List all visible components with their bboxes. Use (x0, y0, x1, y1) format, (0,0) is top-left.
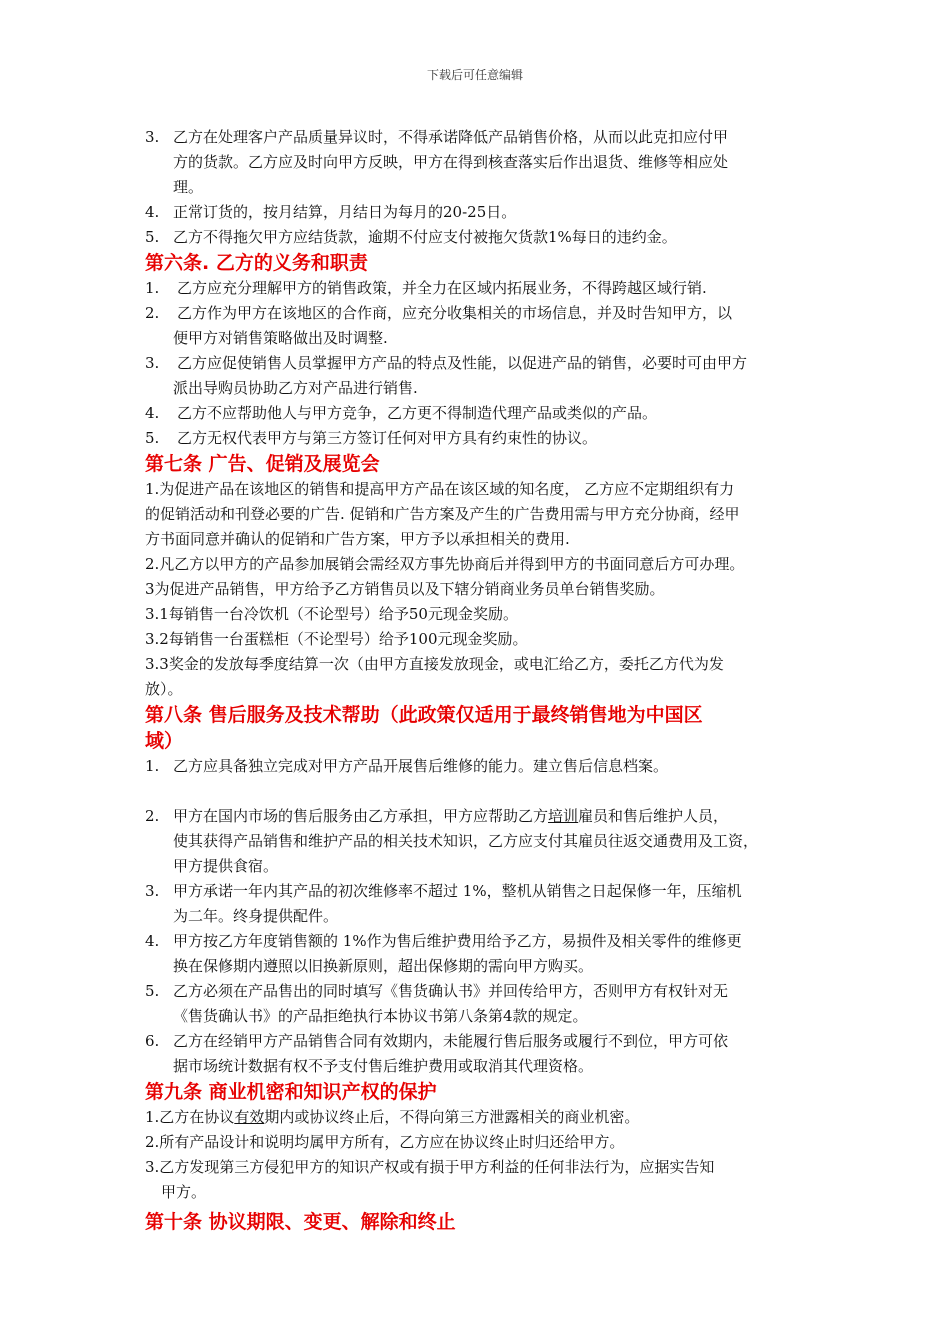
paragraph: 3.2每销售一台蛋糕柜（不论型号）给予100元现金奖励。 (145, 630, 528, 648)
list-item: 3. 甲方承诺一年内其产品的初次维修率不超过 1%，整机从销售之日起保修一年，压缩机 (145, 882, 742, 900)
list-item: 1. 乙方应充分理解甲方的销售政策，并全力在区域内拓展业务，不得跨越区域行销. (145, 279, 707, 297)
list-item: 2. 乙方作为甲方在该地区的合作商，应充分收集相关的市场信息，并及时告知甲方，以 (145, 304, 733, 322)
list-item: 4. 乙方不应帮助他人与甲方竞争，乙方更不得制造代理产品或类似的产品。 (145, 404, 658, 422)
paragraph: 3.1每销售一台冷饮机（不论型号）给予50元现金奖励。 (145, 605, 518, 623)
paragraph: 3.乙方发现第三方侵犯甲方的知识产权或有损于甲方利益的任何非法行为，应据实告知 (145, 1158, 715, 1176)
paragraph: 3.3奖金的发放每季度结算一次（由甲方直接发放现金，或电汇给乙方，委托乙方代为发 (145, 655, 724, 673)
paragraph: 2.凡乙方以甲方的产品参加展销会需经双方事先协商后并得到甲方的书面同意后方可办理。 (145, 555, 745, 573)
list-item: 6. 乙方在经销甲方产品销售合同有效期内，未能履行售后服务或履行不到位，甲方可依 (145, 1032, 729, 1050)
list-item: 3. 乙方在处理客户产品质量异议时，不得承诺降低产品销售价格，从而以此克扣应付甲 (145, 128, 729, 146)
section-heading: 第八条 售后服务及技术帮助（此政策仅适用于最终销售地为中国区 (145, 704, 703, 726)
section-heading: 第九条 商业机密和知识产权的保护 (145, 1081, 437, 1103)
page-header: 下载后可任意编辑 (426, 68, 523, 82)
list-item: 2. 甲方在国内市场的售后服务由乙方承担，甲方应帮助乙方培训雇员和售后维护人员， (145, 807, 729, 825)
list-item: 4. 甲方按乙方年度销售额的 1%作为售后维护费用给予乙方，易损件及相关零件的维修更 (145, 932, 742, 950)
list-item: 1. 乙方应具备独立完成对甲方产品开展售后维修的能力。建立售后信息档案。 (145, 757, 669, 775)
paragraph: 1.乙方在协议有效期内或协议终止后，不得向第三方泄露相关的商业机密。 (145, 1108, 640, 1126)
list-item: 4. 正常订货的，按月结算，月结日为每月的20-25日。 (145, 203, 517, 221)
list-item: 5. 乙方不得拖欠甲方应结货款，逾期不付应支付被拖欠货款1%每日的违约金。 (145, 228, 677, 246)
document-body: 3. 乙方在处理客户产品质量异议时，不得承诺降低产品销售价格，从而以此克扣应付甲 方的货款。乙方应及时向甲方反映，甲方在得到核查落实后作出退货、维修等相应处 理。 4. 正常订货的，按月结算，月结日为每月的20-25日。 5. 乙方不得拖欠甲方应结货款，逾期不付应支付被拖欠货款1%每日的违约金。 第六条. 乙方的义务和职责 1. 乙方应充分理解甲方的销售政策，并全力在区域内拓展业务，不得跨越区域行销. 2. 乙方作为甲方在该地区的合作商，应充分收集相关的市场信息，并及时告知甲方，以 便甲方对销售策略做出及时调整. 3. 乙方应促使销售人员掌握甲方产品的特点及性能，以促进产品的销售，必要时可由甲方 派出导购员协助乙方对产品进行销售. 4. 乙方不应帮助他人与甲方竞争，乙方更不得制造代理产品或类似的产品。 5. 乙方无权代表甲方与第三方签订任何对甲方具有约束性的协议。 第七条 广告、促销及展览会 1.为促进产品在该地区的销售和提高甲方产品在该区域的知名度， 乙方应不定期组织有力 的促销活动和刊登必要的广告. 促销和广告方案及产生的广告费用需与甲方充分协商，经甲 方书面同意并确认的促销和广告方案，甲方予以承担相关的费用. 2.凡乙方以甲方的产品参加展销会需经双方事先协商后并得到甲方的书面同意后方可办理。 3为促进产品销售，甲方给予乙方销售员以及下辖分销商业务员单台销售奖励。 3.1每销售一台冷饮机（不论型号）给予50元现金奖励。 3.2每销售一台蛋糕柜（不论型号）给予100元现金奖励。 3.3奖金的发放每季度结算一次（由甲方直接发放现金，或电汇给乙方，委托乙方代为发 放）。 第八条 售后服务及技术帮助（此政策仅适用于最终销售地为中国区 域） 1. 乙方应具备独立完成对甲方产品开展售后维修的能力。建立售后信息档案。 2. 甲方在国内市场的售后服务由乙方承担，甲方应帮助乙方培训雇员和售后维护人员， 使其获得产品销售和维护产品的相关技术知识，乙方应支付其雇员往返交通费用及工资， 甲方提供食宿。 3. 甲方承诺一年内其产品的初次维修率不超过 1%，整机从销售之日起保修一年，压缩机 为二年。终身提供配件。 4. 甲方按乙方年度销售额的 1%作为售后维护费用给予乙方，易损件及相关零件的维修更 换在保修期内遵照以旧换新原则，超出保修期的需向甲方购买。 5. 乙方必须在产品售出的同时填写《售货确认书》并回传给甲方，否则甲方有权针对无 《售货确认书》的产品拒绝执行本协议书第八条第4款的规定。 6. 乙方在经销甲方产品销售合同有效期内，未能履行售后服务或履行不到位，甲方可依 据市场统计数据有权不予支付售后维护费用或取消其代理资格。 第九条 商业机密和知识产权的保护 1.乙方在协议有效期内或协议终止后，不得向第三方泄露相关的商业机密。 2.所有产品设计和说明均属甲方所有，乙方应在协议终止时归还给甲方。 3.乙方发现第三方侵犯甲方的知识产权或有损于甲方利益的任何非法行为，应据实告知 甲方。 第十条 协议期限、变更、解除和终止 (145, 125, 815, 1235)
section-heading: 第六条. 乙方的义务和职责 (145, 252, 368, 274)
section-heading: 第十条 协议期限、变更、解除和终止 (145, 1211, 456, 1233)
paragraph: 1.为促进产品在该地区的销售和提高甲方产品在该区域的知名度， 乙方应不定期组织有力 (145, 480, 735, 498)
paragraph: 2.所有产品设计和说明均属甲方所有，乙方应在协议终止时归还给甲方。 (145, 1133, 625, 1151)
section-heading: 第七条 广告、促销及展览会 (145, 453, 380, 475)
paragraph: 3为促进产品销售，甲方给予乙方销售员以及下辖分销商业务员单台销售奖励。 (145, 580, 665, 598)
list-item: 5. 乙方必须在产品售出的同时填写《售货确认书》并回传给甲方，否则甲方有权针对无 (145, 982, 729, 1000)
list-item: 5. 乙方无权代表甲方与第三方签订任何对甲方具有约束性的协议。 (145, 429, 598, 447)
list-item: 3. 乙方应促使销售人员掌握甲方产品的特点及性能，以促进产品的销售，必要时可由甲方 (145, 354, 748, 372)
spacer (145, 779, 815, 804)
